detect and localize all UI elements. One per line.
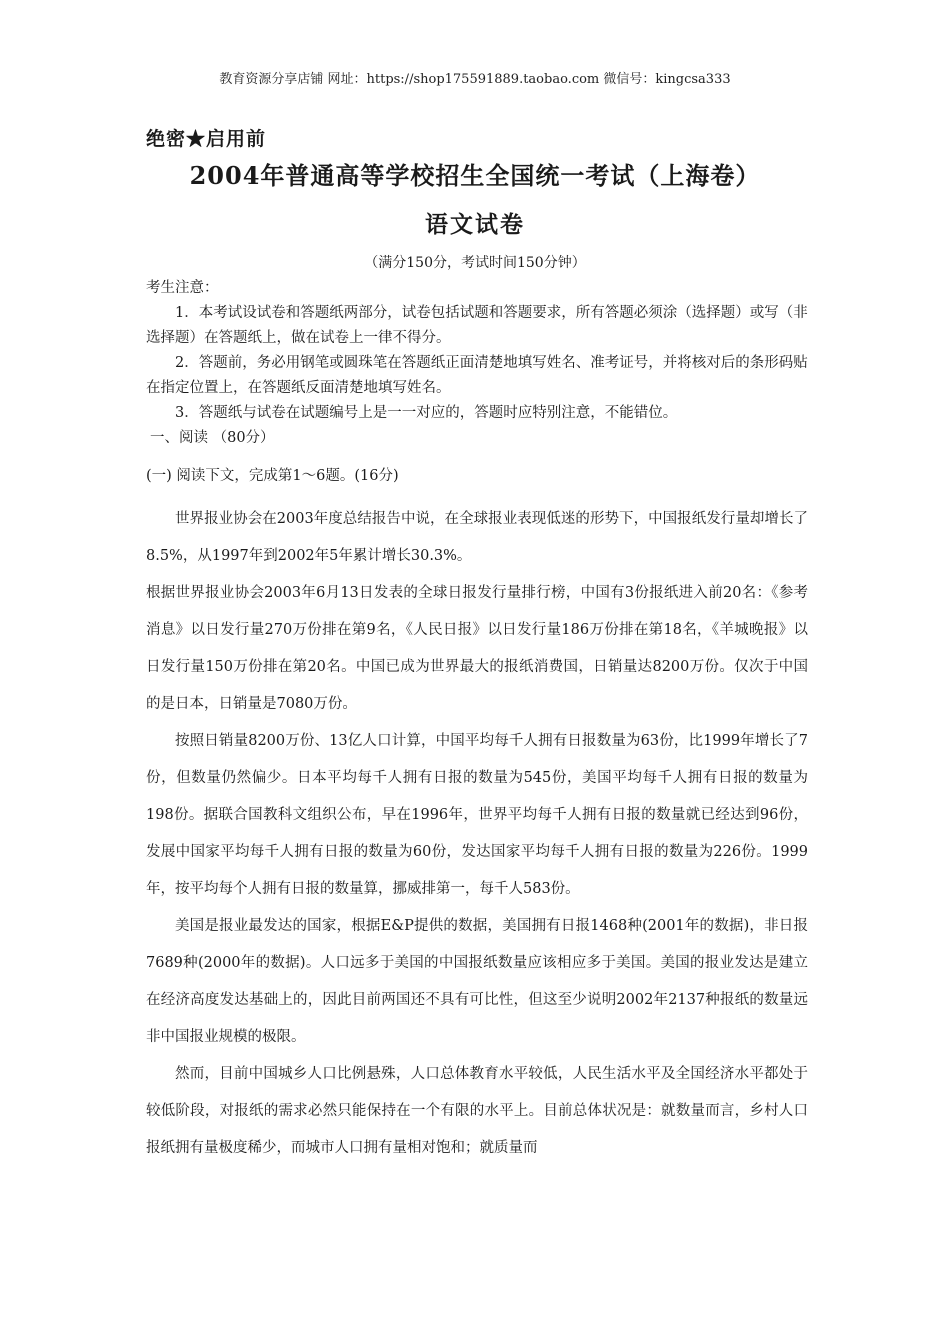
note-item: 3．答题纸与试卷在试题编号上是一一对应的，答题时应特别注意，不能错位。 — [175, 405, 678, 421]
shop-header: 教育资源分享店铺 网址：https://shop175591889.taobao.com 微信号：kingcsa333 — [219, 72, 731, 87]
passage-paragraph: 根据世界报业协会2003年6月13日发表的全球日报发行量排行榜，中国有3份报纸进入前20名：《参考消息》以日发行量270万份排在第9名，《人民日报》以日发行量186万份排在第18名，《羊城晚报》以日发行量150万份排在第20名。中国已成为世界最大的报纸消费国，日销量达8200万份。仅次于中国的是日本，日销量是7080万份。 — [146, 585, 808, 712]
exam-title: 2004年普通高等学校招生全国统一考试（上海卷） — [189, 161, 761, 190]
subject-title: 语文试卷 — [425, 211, 525, 238]
part-heading: (一) 阅读下文，完成第1～6题。(16分) — [146, 468, 399, 484]
candidate-notes — [146, 276, 808, 426]
score-time-line: （满分150分，考试时间150分钟） — [364, 255, 586, 271]
note-item: 1．本考试设试卷和答题纸两部分，试卷包括试题和答题要求，所有答题必须涂（选择题）或写（非选择题）在答题纸上，做在试卷上一律不得分。 — [146, 305, 808, 346]
secret-label: 绝密★启用前 — [146, 128, 267, 150]
note-item: 2．答题前，务必用钢笔或圆珠笔在答题纸正面清楚地填写姓名、准考证号，并将核对后的条形码贴在指定位置上，在答题纸反面清楚地填写姓名。 — [146, 355, 808, 396]
section-heading: 一、阅读 （80分） — [150, 430, 275, 446]
passage-paragraph: 按照日销量8200万份、13亿人口计算，中国平均每千人拥有日报数量为63份，比1999年增长了7份，但数量仍然偏少。日本平均每千人拥有日报的数量为545份，美国平均每千人拥有日报的数量为198份。据联合国教科文组织公布，早在1996年，世界平均每千人拥有日报的数量就已经达到96份，发展中国家平均每千人拥有日报的数量为60份，发达国家平均每千人拥有日报的数量为226份。1999年，按平均每个人拥有日报的数量算，挪威排第一，每千人583份。 — [146, 733, 808, 897]
passage-paragraph: 然而，目前中国城乡人口比例悬殊，人口总体教育水平较低，人民生活水平及全国经济水平都处于较低阶段，对报纸的需求必然只能保持在一个有限的水平上。目前总体状况是：就数量而言，乡村人口报纸拥有量极度稀少，而城市人口拥有量相对饱和；就质量而 — [146, 1066, 808, 1156]
passage-paragraph: 世界报业协会在2003年度总结报告中说，在全球报业表现低迷的形势下，中国报纸发行量却增长了8.5%，从1997年到2002年5年累计增长30.3%。 — [146, 511, 808, 564]
reading-passage — [146, 501, 808, 1167]
notes-heading: 考生注意： — [146, 280, 219, 296]
passage-paragraph: 美国是报业最发达的国家，根据E&P提供的数据，美国拥有日报1468种(2001年的数据)，非日报7689种(2000年的数据)。人口远多于美国的中国报纸数量应该相应多于美国。美国的报业发达是建立在经济高度发达基础上的，因此目前两国还不具有可比性，但这至少说明2002年2137种报纸的数量远非中国报业规模的极限。 — [146, 918, 808, 1045]
